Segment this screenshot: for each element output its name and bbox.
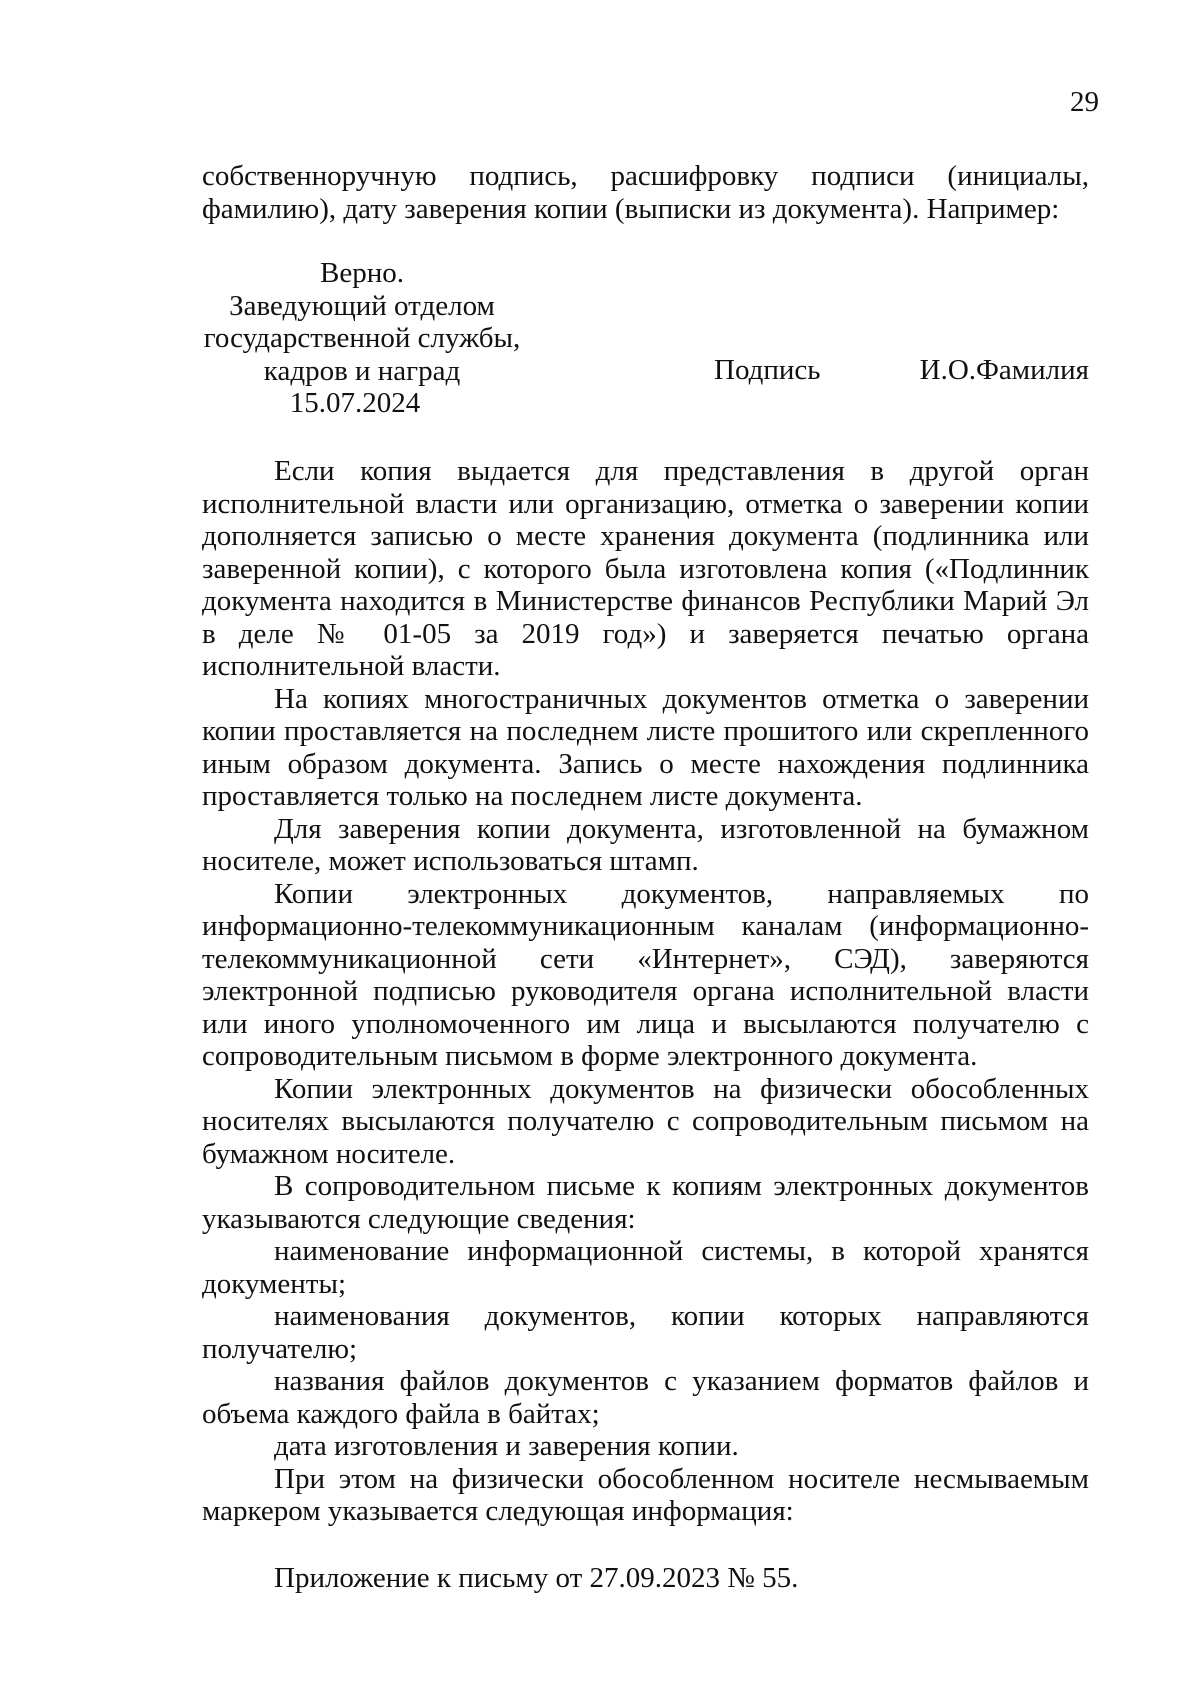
- body-paragraphs: [202, 455, 1089, 1528]
- paragraph-cover-letter: В сопроводительном письме к копиям электронных документов указываются следующие сведения:: [202, 1170, 1089, 1235]
- paragraph-multipage-copies: На копиях многостраничных документов отметка о заверении копии проставляется на последнем листе прошитого или скрепленного иным образом документа. Запись о месте нахождения подлинника проставляется только на последнем листе документа.: [202, 682, 1089, 812]
- page-number: 29: [1070, 86, 1099, 118]
- paragraph-copy-for-other-authority: Если копия выдается для представления в другой орган исполнительной власти или организацию, отметка о заверении копии дополняется записью о месте хранения документа (подлинника или заверенной копии), с которого была изготовлена копия («Подлинник документа находится в Министерстве финансов Республики Марий Эл в деле № 01-05 за 2019 год») и заверяется печатью органа исполнительной власти.: [202, 455, 1089, 682]
- certification-date: 15.07.2024: [289, 387, 421, 419]
- document-content: [202, 160, 1089, 1594]
- signature-placeholder: Подпись: [714, 354, 821, 386]
- certification-mark: Верно.: [320, 257, 404, 289]
- list-item-file-names: названия файлов документов с указанием форматов файлов и объема каждого файла в байтах;: [202, 1365, 1089, 1430]
- signer-name: И.О.Фамилия: [919, 354, 1089, 386]
- list-item-document-names: наименования документов, копии которых направляются получателю;: [202, 1300, 1089, 1365]
- list-item-system-name: наименование информационной системы, в которой хранятся документы;: [202, 1235, 1089, 1300]
- certification-block: [202, 257, 522, 420]
- paragraph-physical-media: Копии электронных документов на физически обособленных носителях высылаются получателю с сопроводительным письмом на бумажном носителе.: [202, 1072, 1089, 1170]
- certification-example: [202, 257, 1089, 423]
- intro-paragraph: собственноручную подпись, расшифровку подписи (инициалы, фамилию), дату заверения копии (выписки из документа). Например:: [202, 160, 1089, 225]
- paragraph-stamp: Для заверения копии документа, изготовленной на бумажном носителе, может использоваться штамп.: [202, 812, 1089, 877]
- attachment-line: Приложение к письму от 27.09.2023 № 55.: [274, 1561, 799, 1594]
- certifier-position-line-3: кадров и наград: [263, 354, 461, 387]
- list-item-date: дата изготовления и заверения копии.: [274, 1430, 739, 1462]
- paragraph-marker-info: При этом на физически обособленном носителе несмываемым маркером указывается следующая информация:: [202, 1462, 1089, 1527]
- certifier-position-line-1: Заведующий отделом: [229, 289, 495, 322]
- paragraph-electronic-copies: Копии электронных документов, направляемых по информационно-телекоммуникационным каналам (информационно-телекоммуникационной сети «Интернет», СЭД), заверяются электронной подписью руководителя органа исполнительной власти или иного уполномоченного им лица и высылаются получателю с сопроводительным письмом в форме электронного документа.: [202, 877, 1089, 1072]
- certifier-position-line-2: государственной службы,: [203, 322, 521, 354]
